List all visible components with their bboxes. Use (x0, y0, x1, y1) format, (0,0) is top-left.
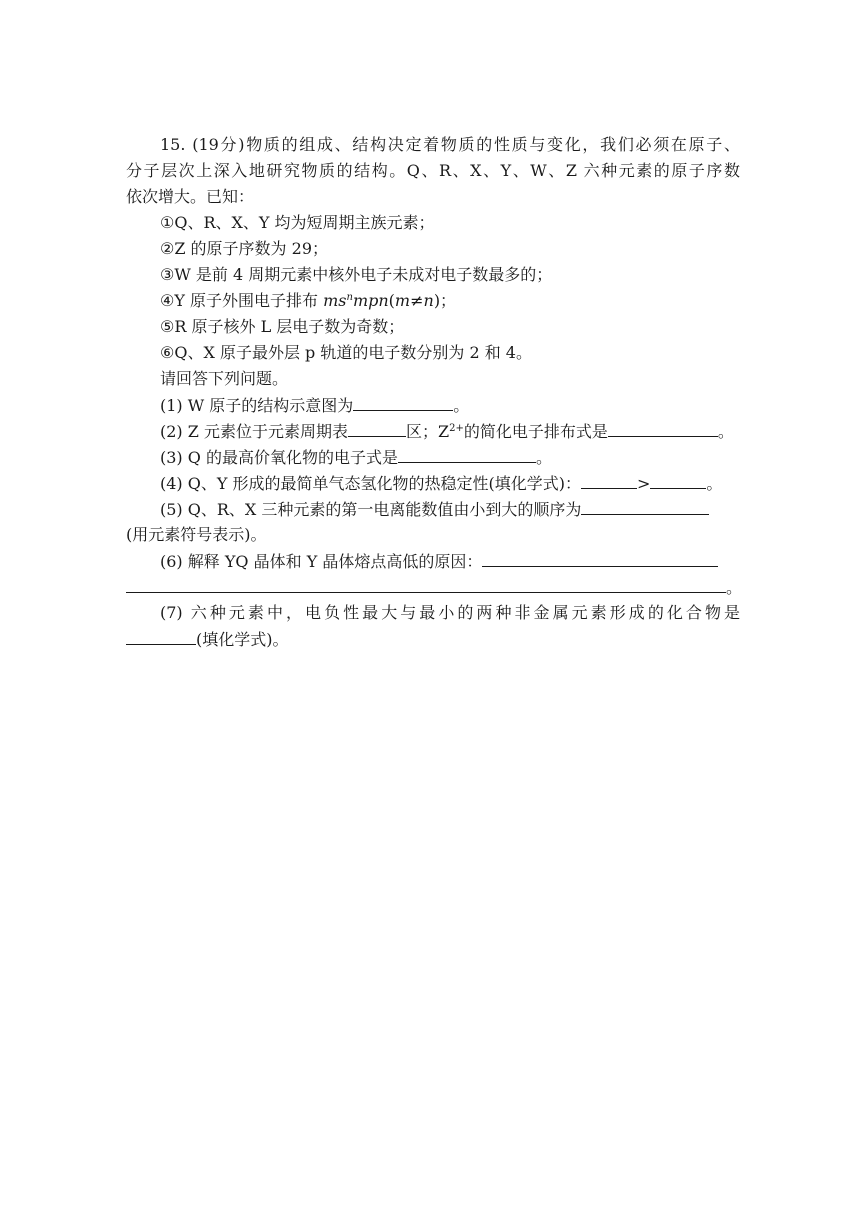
answer-blank-4a[interactable] (581, 470, 637, 489)
subquestion-6: (6) 解释 YQ 晶体和 Y 晶体熔点高低的原因： (160, 548, 740, 575)
subquestion-5-line-2: (用元素符号表示)。 (126, 525, 267, 544)
answer-blank-1[interactable] (353, 392, 453, 411)
subquestion-2: (2) Z 元素位于元素周期表 区；$Z^{2+}$的简化电子排布式是 。 (160, 418, 740, 445)
question-intro-line-1: 15. (19分)物质的组成、结构决定着物质的性质与变化，我们必须在原子、 (160, 135, 740, 154)
question-number: 15. (160, 135, 186, 154)
subquestion-5: (5) Q、R、X 三种元素的第一电离能数值由小到大的顺序为 (160, 496, 740, 523)
answer-blank-3[interactable] (398, 444, 536, 463)
answer-blank-7[interactable] (126, 626, 196, 645)
answer-blank-2b[interactable] (608, 418, 718, 437)
condition-2: ②Z 的原子序数为 29； (160, 239, 328, 258)
question-intro-line-2: 分子层次上深入地研究物质的结构。Q、R、X、Y、W、Z 六种元素的原子序数 (126, 161, 740, 180)
answer-prompt: 请回答下列问题。 (160, 369, 289, 388)
subquestion-4: (4) Q、Y 形成的最简单气态氢化物的热稳定性(填化学式)： > 。 (160, 470, 740, 497)
subquestion-7: (7) 六种元素中，电负性最大与最小的两种非金属元素形成的化合物是 (160, 603, 740, 622)
question-score: (19分) (192, 135, 245, 154)
condition-1: ①Q、R、X、Y 均为短周期主族元素； (160, 213, 435, 232)
answer-blank-6a[interactable] (482, 548, 718, 567)
subquestion-3: (3) Q 的最高价氧化物的电子式是 。 (160, 444, 740, 471)
condition-6: ⑥Q、X 原子最外层 p 轨道的电子数分别为 2 和 4。 (160, 343, 532, 362)
condition-5: ⑤R 原子核外 L 层电子数为奇数； (160, 317, 405, 336)
answer-blank-6b[interactable] (126, 574, 726, 593)
subquestion-1: (1) W 原子的结构示意图为 。 (160, 392, 740, 419)
answer-blank-2a[interactable] (348, 418, 406, 437)
subquestion-6-line-2: 。 (126, 574, 740, 601)
condition-4: ④Y 原子外围电子排布 $ms^nmpn(m\ne n)$； (160, 291, 457, 310)
question-intro-line-3: 依次增大。已知： (126, 187, 255, 206)
subquestion-7-line-2: (填化学式)。 (126, 626, 740, 653)
answer-blank-5[interactable] (581, 496, 709, 515)
condition-3: ③W 是前 4 周期元素中核外电子未成对电子数最多的； (160, 265, 553, 284)
answer-blank-4b[interactable] (650, 470, 706, 489)
